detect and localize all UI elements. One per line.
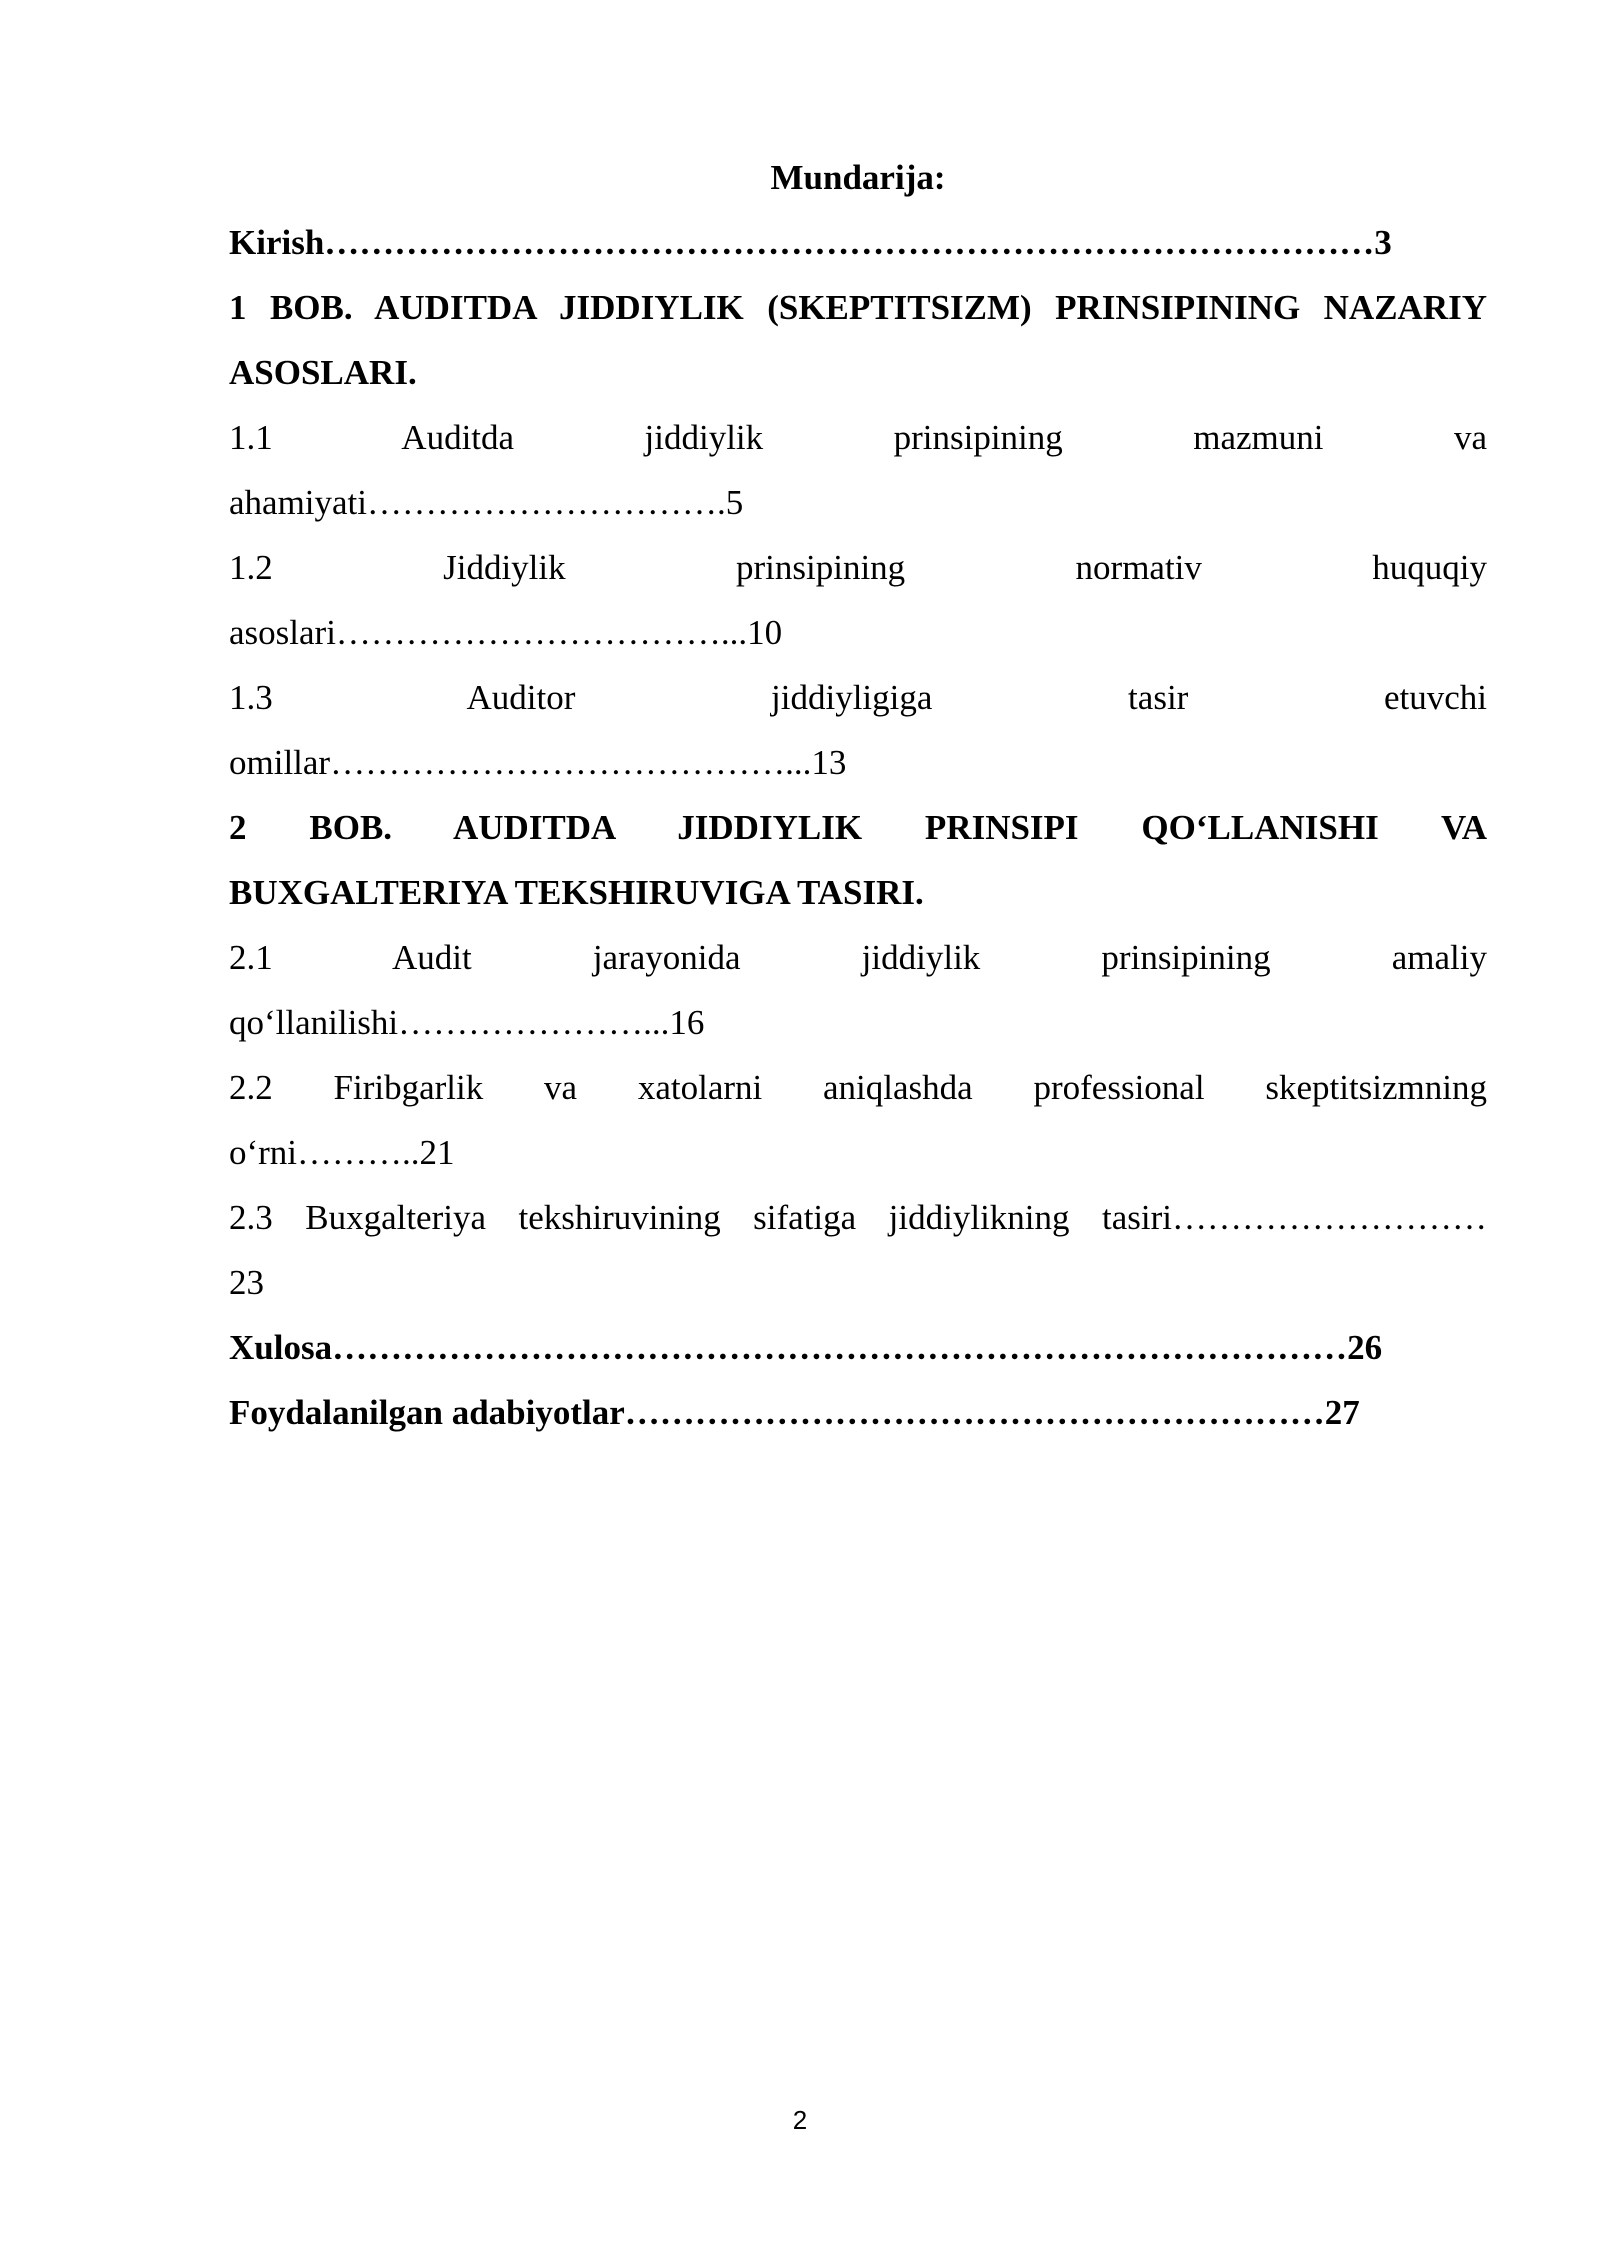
toc-entry-references: Foydalanilgan adabiyotlar……………………………………………………27: [229, 1393, 1360, 1432]
toc-entry-1-2-cont: asoslari……………………………...10: [229, 613, 783, 652]
page-number: 2: [792, 2105, 808, 2135]
toc-entry-1-3: 1.3 Auditor jiddiyligiga tasir etuvchi: [229, 678, 1487, 717]
toc-chapter-2-heading-cont: BUXGALTERIYA TEKSHIRUVIGA TASIRI.: [229, 873, 924, 912]
toc-title: Mundarija:: [770, 158, 946, 197]
toc-entry-1-3-cont: omillar…………………………………...13: [229, 743, 847, 782]
toc-entry-2-2: 2.2 Firibgarlik va xatolarni aniqlashda professional skeptitsizmning: [229, 1068, 1487, 1107]
toc-entry-1-1-cont: ahamiyati………………………….5: [229, 483, 744, 522]
toc-chapter-1-heading-cont: ASOSLARI.: [229, 353, 417, 392]
toc-entry-2-2-cont: o‘rni………..21: [229, 1133, 455, 1172]
toc-entry-2-3: 2.3 Buxgalteriya tekshiruvining sifatiga jiddiylikning tasiri………………………: [229, 1198, 1487, 1237]
toc-entry-1-2: 1.2 Jiddiylik prinsipining normativ huquqiy: [229, 548, 1487, 587]
toc-entry-2-1-cont: qo‘llanilishi…………………...16: [229, 1003, 705, 1042]
toc-chapter-1-heading: 1 BOB. AUDITDA JIDDIYLIK (SKEPTITSIZM) PRINSIPINING NAZARIY: [229, 288, 1487, 327]
toc-chapter-2-heading: 2 BOB. AUDITDA JIDDIYLIK PRINSIPI QO‘LLANISHI VA: [229, 808, 1487, 847]
toc-entry-1-1: 1.1 Auditda jiddiylik prinsipining mazmuni va: [229, 418, 1487, 457]
toc-entry-introduction: Kirish………………………………………………………………………………3: [229, 223, 1392, 262]
toc-entry-2-3-cont: 23: [229, 1263, 264, 1302]
table-of-contents: [229, 145, 1487, 1445]
toc-entry-conclusion: Xulosa……………………………………………………………………………26: [229, 1328, 1383, 1367]
toc-entry-2-1: 2.1 Audit jarayonida jiddiylik prinsipining amaliy: [229, 938, 1487, 977]
